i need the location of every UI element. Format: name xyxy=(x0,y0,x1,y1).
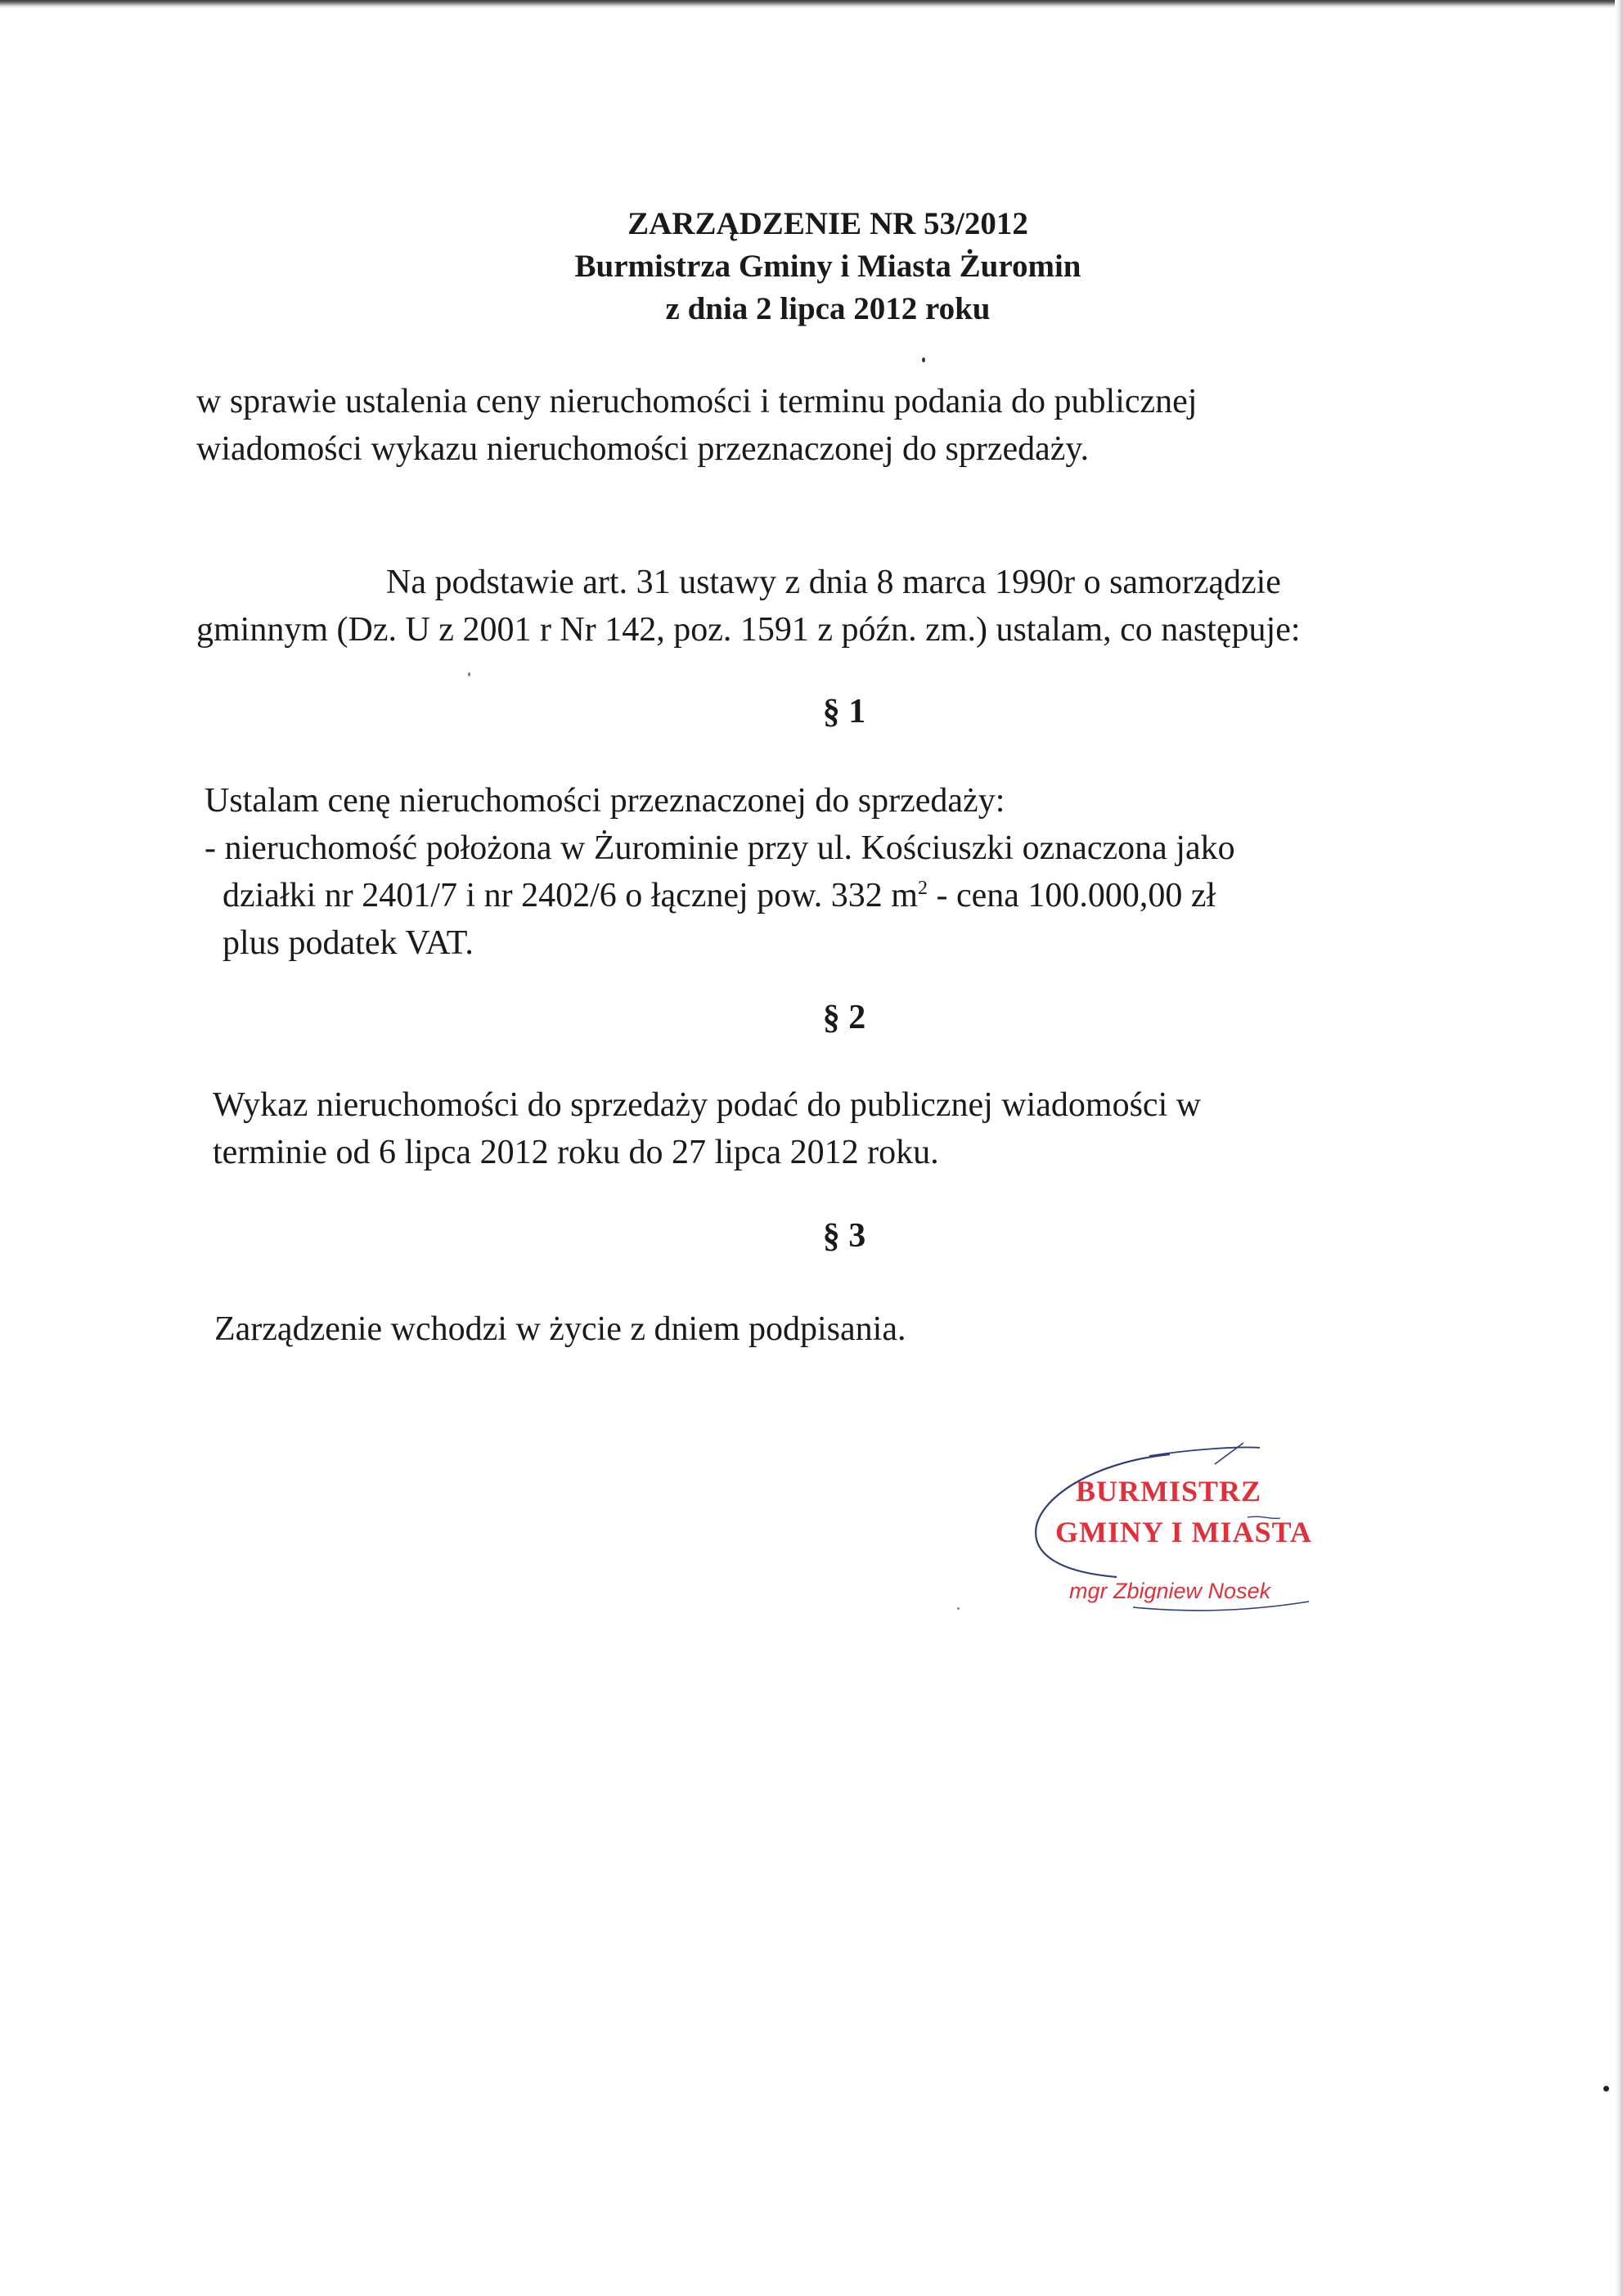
scan-speck xyxy=(1603,2086,1609,2092)
stamp-title-line-1: BURMISTRZ xyxy=(1076,1475,1262,1507)
section-1-body xyxy=(205,777,1235,967)
document-date: z dnia 2 lipca 2012 roku xyxy=(665,291,991,326)
document-title: ZARZĄDZENIE NR 53/2012 xyxy=(627,206,1028,241)
official-stamp xyxy=(1027,1440,1370,1628)
legal-basis-paragraph xyxy=(196,559,1301,654)
section-3-line-1: Zarządzenie wchodzi w życie z dniem podpisania. xyxy=(214,1310,906,1348)
section-2-line-2: terminie od 6 lipca 2012 roku do 27 lipca 2012 roku. xyxy=(213,1134,939,1171)
scan-top-edge xyxy=(0,0,1623,8)
legal-basis-line-2: gminnym (Dz. U z 2001 r Nr 142, poz. 1591 z późn. zm.) ustalam, co następuje: xyxy=(196,611,1301,649)
area-unit-superscript: 2 xyxy=(917,878,928,899)
stamp-title-line-2: GMINY I MIASTA xyxy=(1055,1516,1313,1548)
section-1-item-line-2a: działki nr 2401/7 i nr 2402/6 o łącznej pow. 332 m xyxy=(223,877,918,914)
legal-basis-line-1: Na podstawie art. 31 ustawy z dnia 8 marca 1990r o samorządzie xyxy=(386,564,1281,601)
scan-right-edge xyxy=(1615,0,1623,2296)
section-1-item-line-2b: - cena 100.000,00 zł xyxy=(927,877,1216,914)
stamp-signatory: mgr Zbigniew Nosek xyxy=(1069,1579,1271,1603)
section-3-body xyxy=(214,1305,906,1353)
section-3-mark: § 3 xyxy=(822,1217,866,1255)
section-1-item-line-1: - nieruchomość położona w Żurominie przy ul. Kościuszki oznaczona jako xyxy=(205,829,1235,867)
subject-line-1: w sprawie ustalenia ceny nieruchomości i terminu podania do publicznej xyxy=(196,383,1198,420)
section-2-mark: § 2 xyxy=(822,999,866,1036)
scan-speck xyxy=(922,357,925,362)
subject-line-2: wiadomości wykazu nieruchomości przeznaczonej do sprzedaży. xyxy=(196,430,1090,468)
document-issuer: Burmistrza Gminy i Miasta Żuromin xyxy=(574,249,1081,284)
document-header xyxy=(0,203,1623,330)
section-1-mark: § 1 xyxy=(822,693,866,730)
section-1-item-line-2 xyxy=(205,872,1235,919)
subject-paragraph xyxy=(196,378,1197,473)
section-1-item-line-3: plus podatek VAT. xyxy=(223,924,474,962)
scan-speck xyxy=(957,1607,960,1610)
section-2-body xyxy=(213,1081,1201,1176)
scan-speck xyxy=(468,672,470,676)
section-1-intro: Ustalam cenę nieruchomości przeznaczonej do sprzedaży: xyxy=(205,782,1005,820)
section-2-line-1: Wykaz nieruchomości do sprzedaży podać do publicznej wiadomości w xyxy=(213,1086,1202,1124)
